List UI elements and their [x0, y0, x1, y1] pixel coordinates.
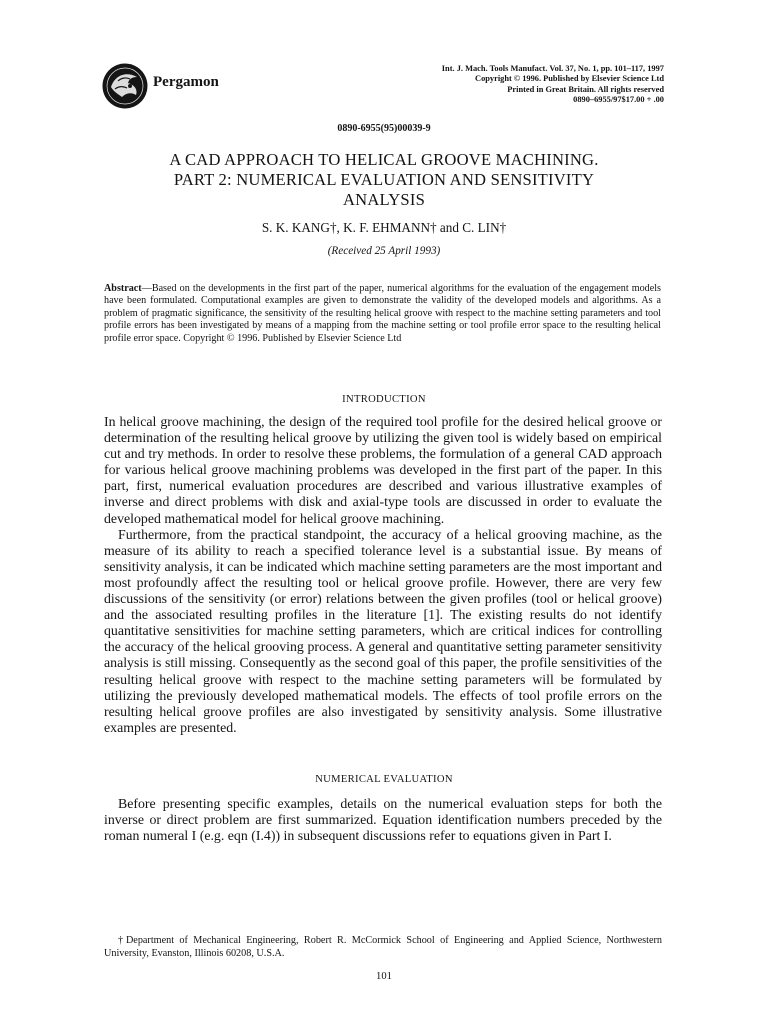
- section-heading-numerical-evaluation: NUMERICAL EVALUATION: [315, 774, 453, 785]
- abstract: [104, 283, 661, 345]
- title-line-1: A CAD APPROACH TO HELICAL GROOVE MACHINING.: [169, 150, 599, 169]
- affiliation-footnote: †Department of Mechanical Engineering, Robert R. McCormick School of Engineering and Applied Science, Northwestern University, Evanston, Illinois 60208, U.S.A.: [104, 935, 662, 959]
- paragraph: Before presenting specific examples, details on the numerical evaluation steps for both the inverse or direct problem are first summarized. Equation identification numbers preceded by the roman numeral I (e.g. eqn (I.4)) in subsequent discussions refer to equations given in Part I.: [104, 796, 662, 844]
- pergamon-globe-icon: [101, 62, 149, 110]
- journal-info: [442, 64, 664, 106]
- numerical-evaluation-body: [104, 796, 662, 844]
- paragraph: In helical groove machining, the design of the required tool profile for the desired helical groove or determination of the resulting helical groove by utilizing the given tool is widely based on empirical cut and try methods. In order to resolve these problems, the formulation of a general CAD approach for various helical groove machining problems was developed in the first part of the paper. In this part, first, numerical evaluation procedures are described and various illustrative examples of inverse and direct problems with disk and axial-type tools are discussed in order to evaluate the developed mathematical model for helical groove machining.: [104, 414, 662, 526]
- author-list: S. K. KANG†, K. F. EHMANN† and C. LIN†: [261, 220, 507, 235]
- abstract-label: Abstract: [104, 283, 142, 294]
- title-line-2: PART 2: NUMERICAL EVALUATION AND SENSITIVITY: [173, 170, 595, 189]
- issn-price-line: 0890–6955/97$17.00 + .00: [573, 95, 664, 105]
- introduction-body: [104, 414, 662, 736]
- article-identifier: 0890-6955(95)00039-9: [337, 123, 431, 134]
- paper-title: [100, 150, 668, 210]
- page-number: 101: [376, 971, 392, 982]
- abstract-text: —Based on the developments in the first part of the paper, numerical algorithms for the evaluation of the engagement models have been formulated. Computational examples are given to demonstrate the validity of the developed models and algorithms. As a problem of pragmatic significance, the sensitivity of the resulting helical groove with respect to the machine setting parameters and tool profile errors has been investigated by means of a mapping from the machine setting or tool profile error space to the resulting helical profile error space. Copyright © 1996. Published by Elsevier Science Ltd: [104, 283, 661, 344]
- printed-line: Printed in Great Britain. All rights reserved: [507, 84, 664, 94]
- journal-citation: Int. J. Mach. Tools Manufact. Vol. 37, No. 1, pp. 101–117, 1997: [441, 64, 664, 73]
- publisher-name: Pergamon: [153, 74, 219, 90]
- section-heading-introduction: INTRODUCTION: [342, 394, 426, 405]
- title-line-3: ANALYSIS: [343, 190, 425, 209]
- copyright-line: Copyright © 1996. Published by Elsevier Science Ltd: [475, 74, 664, 84]
- received-date-text: (Received 25 April 1993): [327, 245, 441, 257]
- received-date: [0, 245, 768, 257]
- paragraph: Furthermore, from the practical standpoint, the accuracy of a helical grooving machine, as the measure of its ability to reach a specified tolerance level is a substantial issue. By means of sensitivity analysis, it can be indicated which machine setting parameters are the most important and most profoundly affect the resulting tool or helical groove profile. However, there are very few discussions of the sensitivity (or error) relations between the given profiles (tool or helical groove) and the associated resulting profiles in the literature [1]. The existing results do not identify quantitative sensitivities for machine setting parameters, which are critical indices for controlling the accuracy of the helical grooving process. A general and quantitative setting parameter sensitivity analysis is still missing. Consequently as the second goal of this paper, the profile sensitivities of the resulting helical groove with respect to the machine setting parameters will be formulated by utilizing the previously developed mathematical models. The effects of tool profile errors on the resulting helical groove profiles are also investigated by sensitivity analysis. Some illustrative examples are presented.: [104, 526, 662, 735]
